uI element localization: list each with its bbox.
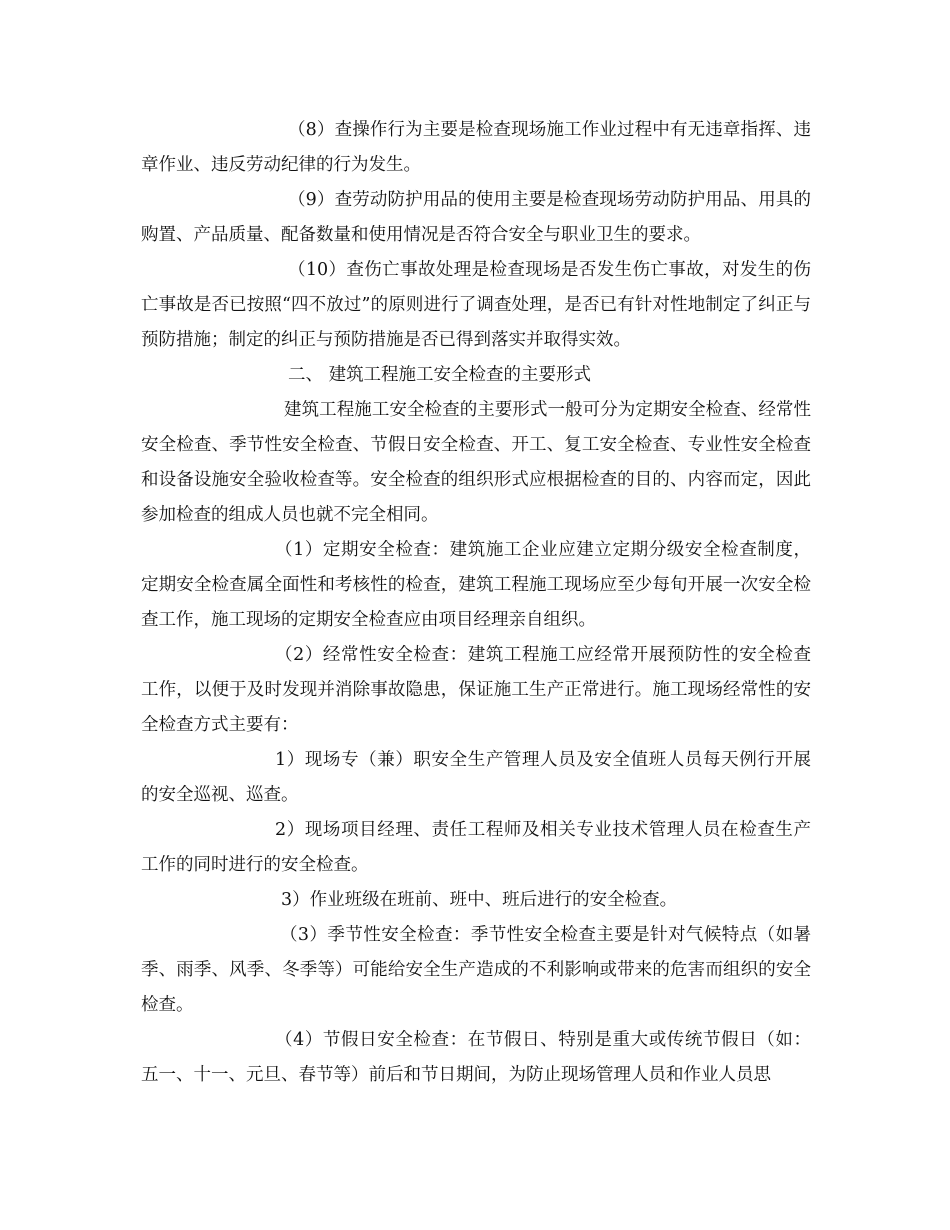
paragraph-subitem-1: 1）现场专（兼）职安全生产管理人员及安全值班人员每天例行开展的安全巡视、巡查。 [141,750,811,805]
section-heading: 二、 建筑工程施工安全检查的主要形式 [288,365,592,385]
paragraph-seasonal-check: （3）季节性安全检查：季节性安全检查主要是针对气候特点（如暑季、雨季、风季、冬季等）可能给安全生产造成的不利影响或带来的危害而组织的安全检查。 [141,925,811,1015]
paragraph-item-9: （9）查劳动防护用品的使用主要是检查现场劳动防护用品、用具的购置、产品质量、配备数量和使用情况是否符合安全与职业卫生的要求。 [141,190,811,245]
paragraph-subitem-3: 3）作业班级在班前、班中、班后进行的安全检查。 [281,890,678,910]
section-intro-paragraph: 建筑工程施工安全检查的主要形式一般可分为定期安全检查、经常性安全检查、季节性安全检查、节假日安全检查、开工、复工安全检查、专业性安全检查和设备设施安全验收检查等。安全检查的组织形式应根据检查的目的、内容而定，因此参加检查的组成人员也就不完全相同。 [141,400,811,525]
paragraph-periodic-check: （1）定期安全检查：建筑施工企业应建立定期分级安全检查制度，定期安全检查属全面性和考核性的检查，建筑工程施工现场应至少每旬开展一次安全检查工作，施工现场的定期安全检查应由项目经理亲自组织。 [141,540,811,630]
paragraph-item-10: （10）查伤亡事故处理是检查现场是否发生伤亡事故，对发生的伤亡事故是否已按照“四不放过”的原则进行了调查处理，是否已有针对性地制定了纠正与预防措施；制定的纠正与预防措施是否已得到落实并取得实效。 [141,260,811,350]
document-body [141,113,811,1093]
paragraph-subitem-2: 2）现场项目经理、责任工程师及相关专业技术管理人员在检查生产工作的同时进行的安全检查。 [141,820,811,875]
paragraph-regular-check: （2）经常性安全检查：建筑工程施工应经常开展预防性的安全检查工作，以便于及时发现并消除事故隐患，保证施工生产正常进行。施工现场经常性的安全检查方式主要有： [141,645,811,735]
paragraph-item-8: （8）查操作行为主要是检查现场施工作业过程中有无违章指挥、违章作业、违反劳动纪律的行为发生。 [141,120,811,175]
paragraph-holiday-check: （4）节假日安全检查：在节假日、特别是重大或传统节假日（如：五一、十一、元旦、春节等）前后和节日期间，为防止现场管理人员和作业人员思 [141,1030,811,1085]
